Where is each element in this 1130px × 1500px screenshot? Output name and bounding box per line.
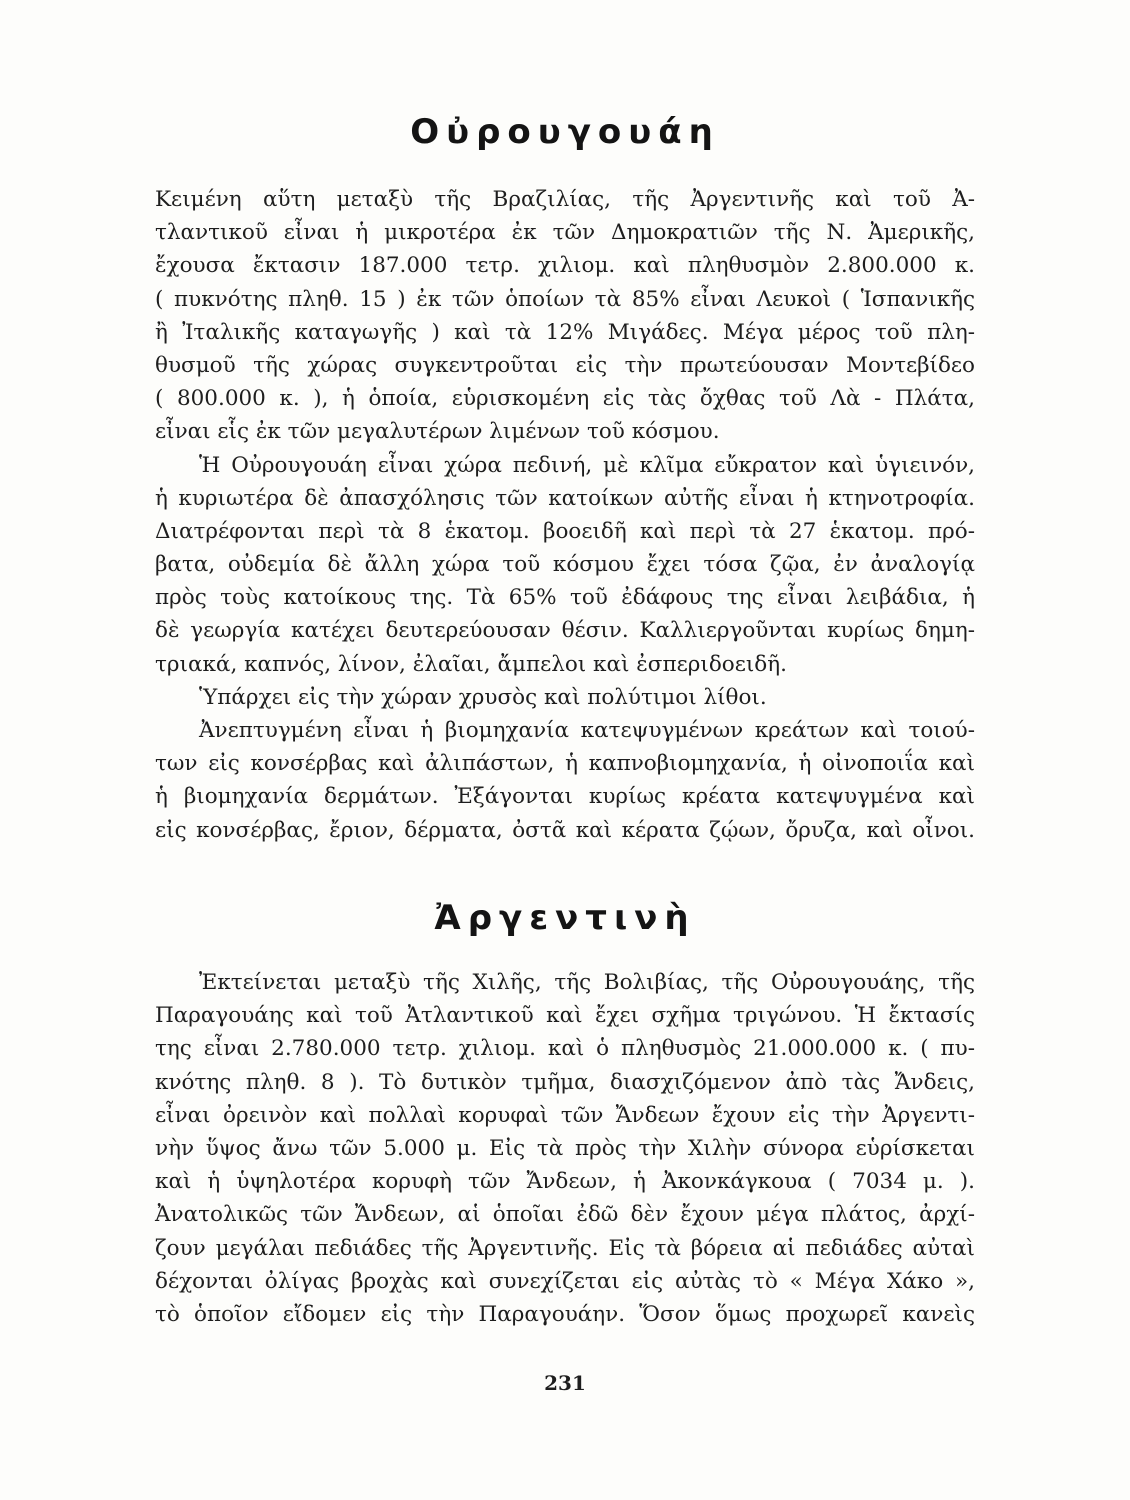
text-line: εἶναι ὀρεινὸν καὶ πολλαὶ κορυφαὶ τῶν Ἄνδεων ἔχουν εἰς τὴν Ἀργεντι- — [155, 1102, 975, 1128]
text-line: θυσμοῦ τῆς χώρας συγκεντροῦται εἰς τὴν πρωτεύουσαν Μοντεβίδεο — [155, 352, 975, 378]
text-line: ἔχουσα ἔκτασιν 187.000 τετρ. χιλιομ. καὶ πληθυσμὸν 2.800.000 κ. — [155, 253, 975, 279]
text-line: Ἡ Οὐρουγουάη εἶναι χώρα πεδινή, μὲ κλῖμα εὔκρατον καὶ ὑγιεινόν, — [199, 452, 975, 478]
text-line: Ὑπάρχει εἰς τὴν χώραν χρυσὸς καὶ πολύτιμοι λίθοι. — [199, 684, 767, 710]
text-line: ἡ κυριωτέρα δὲ ἀπασχόλησις τῶν κατοίκων αὐτῆς εἶναι ἡ κτηνοτροφία. — [155, 485, 975, 511]
text-line: Διατρέφονται περὶ τὰ 8 ἑκατομ. βοοειδῆ καὶ περὶ τὰ 27 ἑκατομ. πρό- — [155, 518, 975, 544]
text-line: ἡ βιομηχανία δερμάτων. Ἐξάγονται κυρίως κρέατα κατεψυγμένα καὶ — [155, 784, 975, 810]
text-line: ( 800.000 κ. ), ἡ ὁποία, εὑρισκομένη εἰς τὰς ὄχθας τοῦ Λὰ - Πλάτα, — [155, 386, 975, 412]
section-title-uruguay: Οὐρουγουάη — [410, 112, 720, 152]
page-number: 231 — [544, 1371, 586, 1395]
text-line: δὲ γεωργία κατέχει δευτερεύουσαν θέσιν. Καλλιεργοῦνται κυρίως δημη- — [155, 618, 975, 644]
text-line: Κειμένη αὕτη μεταξὺ τῆς Βραζιλίας, τῆς Ἀργεντινῆς καὶ τοῦ Ἀ- — [155, 187, 975, 212]
text-line: εἶναι εἷς ἐκ τῶν μεγαλυτέρων λιμένων τοῦ κόσμου. — [155, 419, 720, 445]
text-line: πρὸς τοὺς κατοίκους της. Τὰ 65% τοῦ ἐδάφους της εἶναι λειβάδια, ἡ — [155, 585, 975, 611]
text-line: νὴν ὕψος ἄνω τῶν 5.000 μ. Εἰς τὰ πρὸς τὴν Χιλὴν σύνορα εὑρίσκεται — [155, 1135, 975, 1161]
text-line: ( πυκνότης πληθ. 15 ) ἐκ τῶν ὁποίων τὰ 85% εἶναι Λευκοὶ ( Ἱσπανικῆς — [155, 286, 975, 312]
text-line: Ἀνεπτυγμένη εἶναι ἡ βιομηχανία κατεψυγμένων κρεάτων καὶ τοιού- — [199, 718, 975, 743]
text-line: ζουν μεγάλαι πεδιάδες τῆς Ἀργεντινῆς. Εἰς τὰ βόρεια αἱ πεδιάδες αὐταὶ — [155, 1235, 975, 1261]
text-line: δέχονται ὀλίγας βροχὰς καὶ συνεχίζεται εἰς αὐτὰς τὸ « Μέγα Χάκο », — [155, 1268, 975, 1294]
text-line: τλαντικοῦ εἶναι ἡ μικροτέρα ἐκ τῶν Δημοκρατιῶν τῆς Ν. Ἀμερικῆς, — [155, 220, 975, 246]
text-line: Παραγουάης καὶ τοῦ Ἀτλαντικοῦ καὶ ἔχει σχῆμα τριγώνου. Ἡ ἔκτασίς — [155, 1003, 975, 1029]
text-line: εἰς κονσέρβας, ἔριον, δέρματα, ὀστᾶ καὶ κέρατα ζῴων, ὄρυζα, καὶ οἶνοι. — [155, 817, 975, 843]
section-body-uruguay — [155, 183, 975, 847]
text-line: Ἀνατολικῶς τῶν Ἄνδεων, αἱ ὁποῖαι ἐδῶ δὲν ἔχουν μέγα πλάτος, ἀρχί- — [155, 1202, 975, 1228]
text-line: τὸ ὁποῖον εἴδομεν εἰς τὴν Παραγουάην. Ὅσον ὅμως προχωρεῖ κανεὶς — [155, 1301, 975, 1327]
text-line: των εἰς κονσέρβας καὶ ἀλιπάστων, ἡ καπνοβιομηχανία, ἡ οἰνοποιΐα καὶ — [155, 751, 975, 777]
text-line: βατα, οὐδεμία δὲ ἄλλη χώρα τοῦ κόσμου ἔχει τόσα ζῷα, ἐν ἀναλογίᾳ — [155, 552, 975, 578]
section-body-argentina — [155, 966, 975, 1331]
text-line: καὶ ἡ ὑψηλοτέρα κορυφὴ τῶν Ἄνδεων, ἡ Ἀκονκάγκουα ( 7034 μ. ). — [155, 1169, 975, 1195]
text-line: τριακά, καπνός, λίνον, ἐλαῖαι, ἄμπελοι καὶ ἐσπεριδοειδῆ. — [155, 651, 787, 677]
text-line: της εἶναι 2.780.000 τετρ. χιλιομ. καὶ ὁ πληθυσμὸς 21.000.000 κ. ( πυ- — [155, 1036, 975, 1062]
text-line: ἢ Ἰταλικῆς καταγωγῆς ) καὶ τὰ 12% Μιγάδες. Μέγα μέρος τοῦ πλη- — [155, 319, 975, 345]
section-title-argentina: Ἀργεντινὴ — [434, 898, 696, 938]
text-line: Ἐκτείνεται μεταξὺ τῆς Χιλῆς, τῆς Βολιβίας, τῆς Οὐρουγουάης, τῆς — [199, 970, 975, 995]
text-line: κνότης πληθ. 8 ). Τὸ δυτικὸν τμῆμα, διασχιζόμενον ἀπὸ τὰς Ἄνδεις, — [155, 1069, 975, 1095]
